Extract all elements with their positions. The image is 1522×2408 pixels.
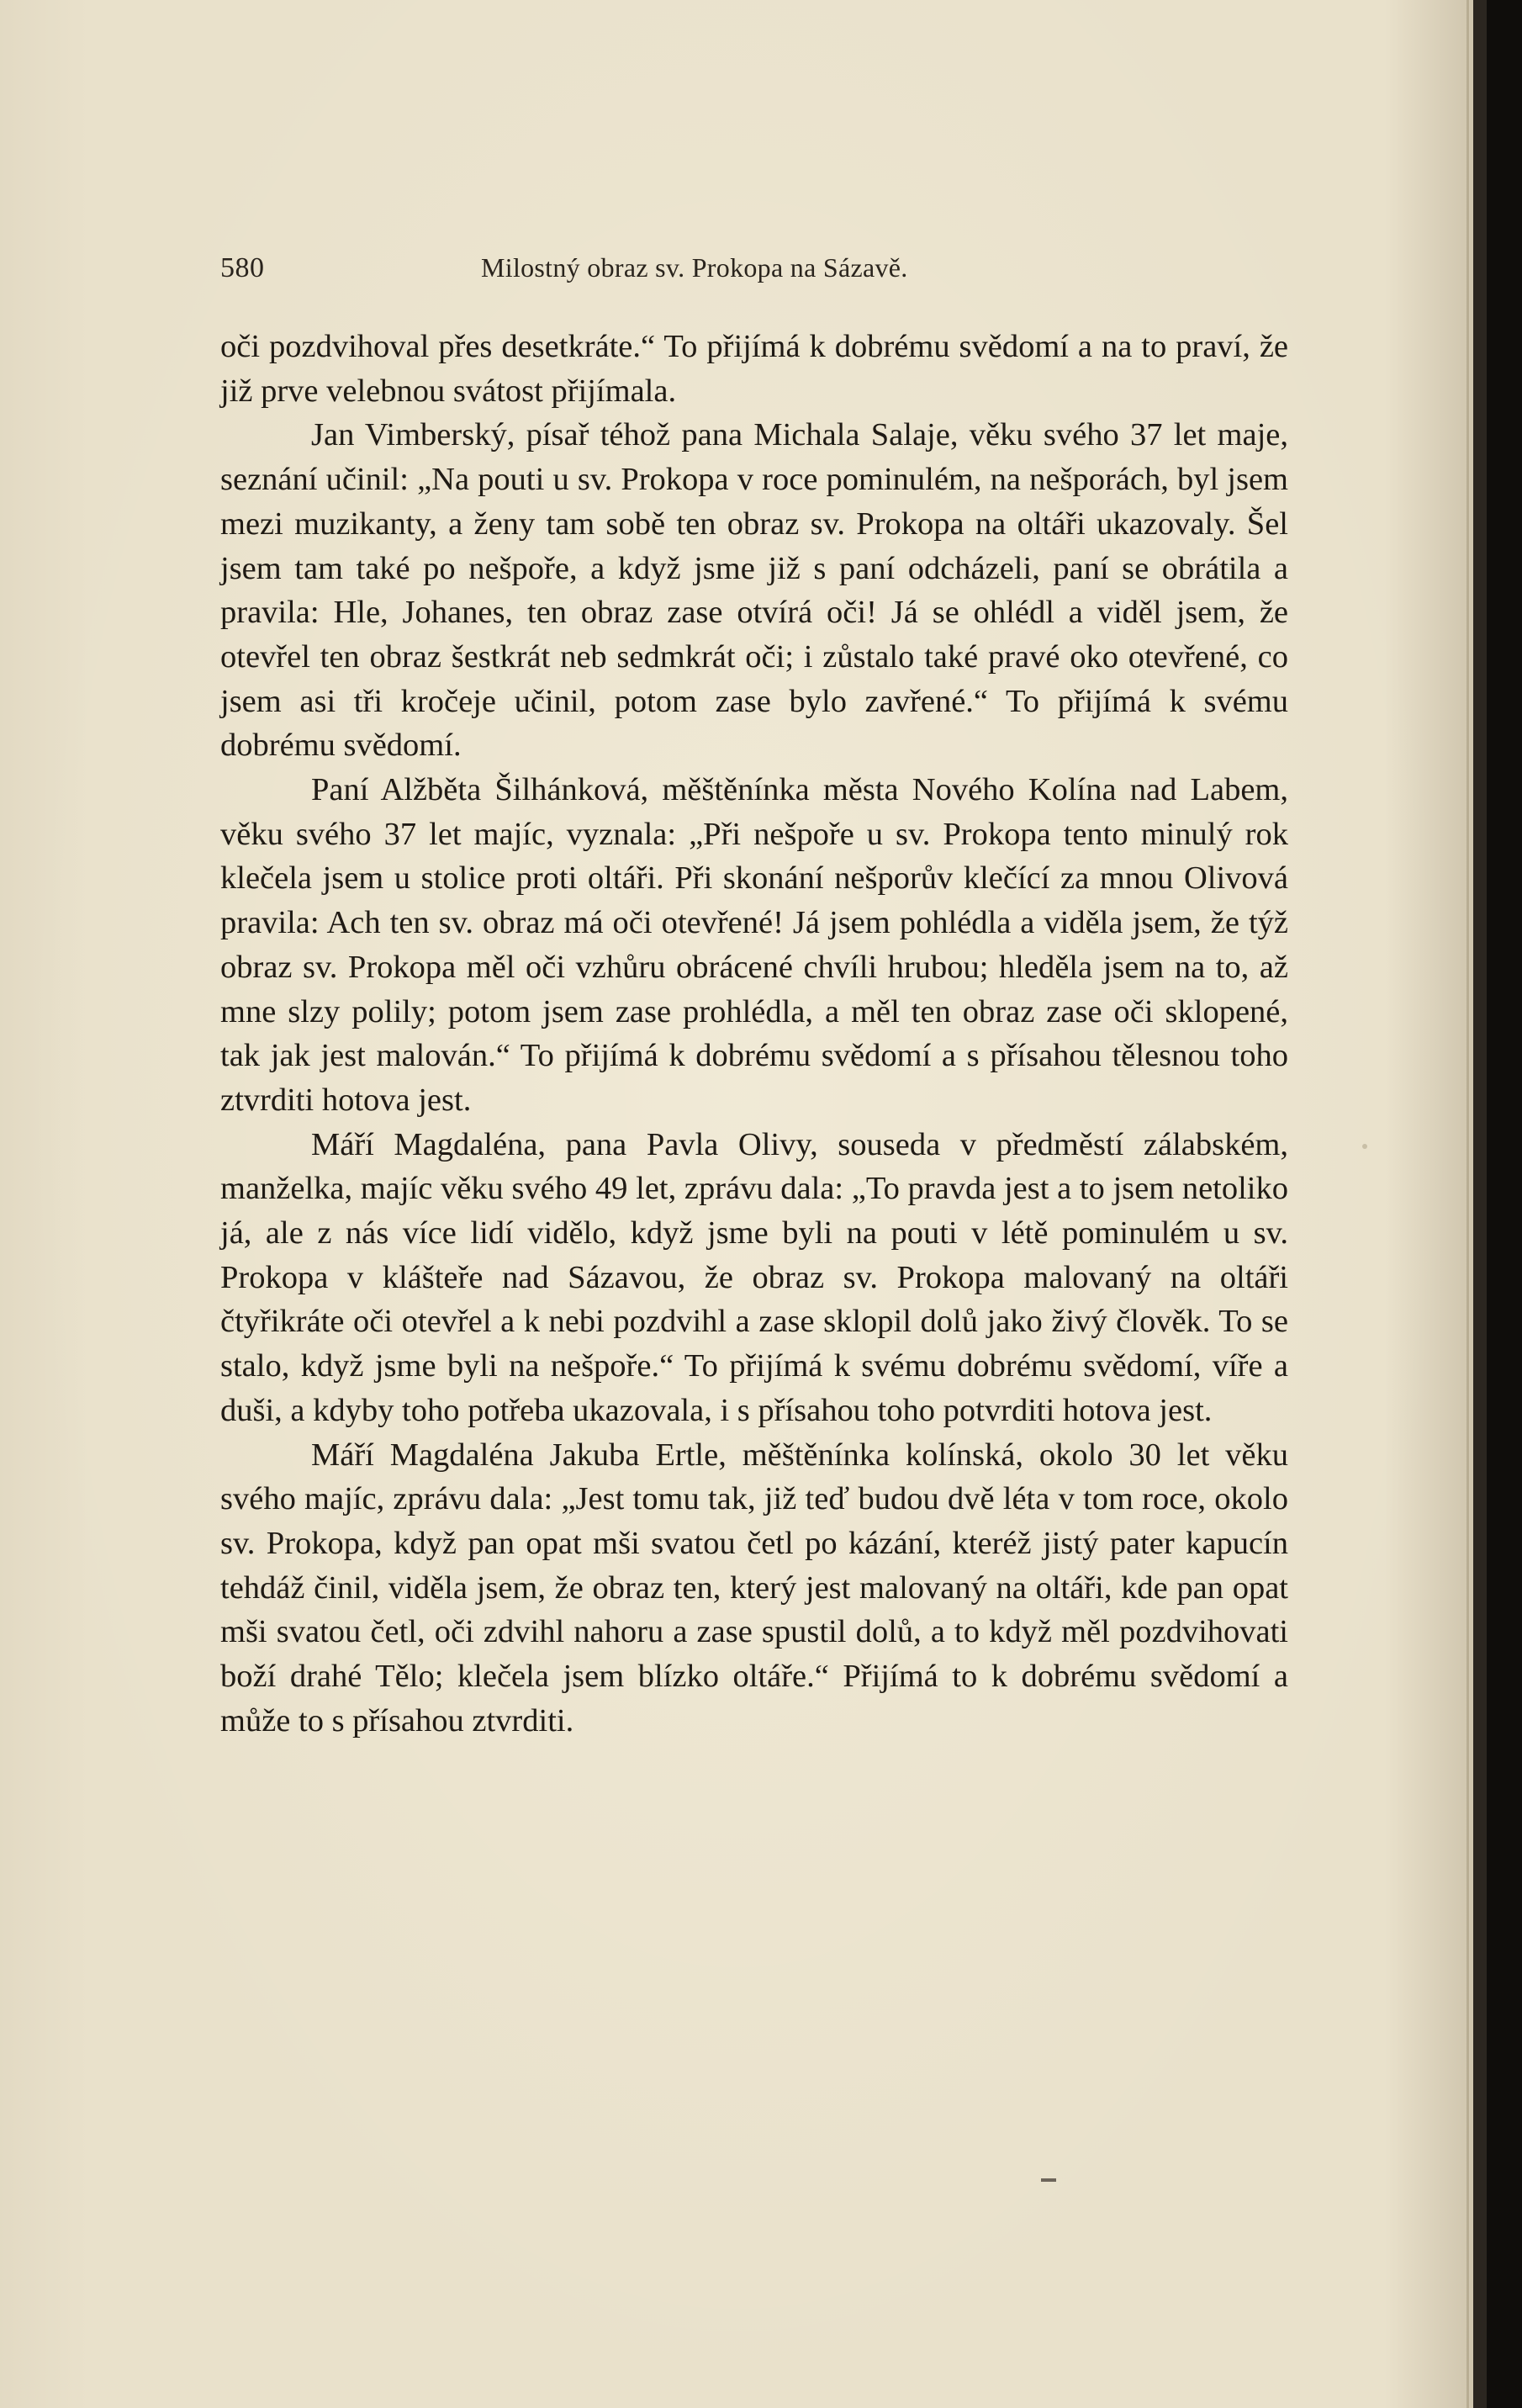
page-speck-dash bbox=[1041, 2178, 1056, 2182]
paragraph-olivova: Máří Magdaléna, pana Pavla Olivy, souseda v předměstí zálabském, manželka, majíc věku svého 49 let, zprávu dala: „To pravda jest a to jsem netoliko já, ale z nás více lidí vidělo, když jsme byli na pouti v létě pominulém u sv. Prokopa v klášteře nad Sázavou, že obraz sv. Prokopa malovaný na oltáři čtyřikráte oči otevřel a k nebi pozdvihl a zase sklopil dolů jako živý člověk. To se stalo, když jsme byli na nešpoře.“ To přijímá k svému dobrému svědomí, víře a duši, a kdyby toho potřeba ukazovala, i s přísahou toho potvrditi hotova jest. bbox=[220, 1126, 1288, 1428]
page-number: 580 bbox=[220, 252, 265, 283]
body-text bbox=[220, 325, 1288, 1744]
page-speck bbox=[1362, 1144, 1367, 1149]
paragraph-continuation: oči pozdvihoval přes desetkráte.“ To přijímá k dobrému svědomí a na to praví, že již prve velebnou svátost přijímala. bbox=[220, 329, 1288, 409]
scan-background bbox=[1487, 0, 1522, 2408]
running-title: Milostný obraz sv. Prokopa na Sázavě. bbox=[481, 252, 908, 283]
page-header bbox=[220, 252, 1330, 303]
paragraph-ertle: Máří Magdaléna Jakuba Ertle, měštěnínka kolínská, okolo 30 let věku svého majíc, zprávu dala: „Jest tomu tak, již teď budou dvě léta v tom roce, okolo sv. Prokopa, když pan opat mši svatou četl po kázání, kteréž jistý pater kapucín tehdáž činil, viděla jsem, že obraz ten, který jest malovaný na oltáři, kde pan opat mši svatou četl, oči zdvihl nahoru a zase spustil dolů, a to když měl pozdvihovati boží drahé Tělo; klečela jsem blízko oltáře.“ Přijímá to k dobrému svědomí a může to s přísahou ztvrditi. bbox=[220, 1437, 1288, 1739]
paragraph-silhankova: Paní Alžběta Šilhánková, měštěnínka města Nového Kolína nad Labem, věku svého 37 let majíc, vyznala: „Při nešpoře u sv. Prokopa tento minulý rok klečela jsem u stolice proti oltáři. Při skonání nešporův klečící za mnou Olivová pravila: Ach ten sv. obraz má oči otevřené! Já jsem pohlédla a viděla jsem, že týž obraz sv. Prokopa měl oči vzhůru obrácené chvíli hrubou; hleděla jsem na to, až mne slzy polily; potom jsem zase prohlédla, a měl ten obraz zase oči sklopené, tak jak jest malován.“ To přijímá k dobrému svědomí a s přísahou tělesnou toho ztvrditi hotova jest. bbox=[220, 772, 1288, 1118]
paragraph-vimbersky: Jan Vimberský, písař téhož pana Michala Salaje, věku svého 37 let maje, seznání učinil: „Na pouti u sv. Prokopa v roce pominulém, na nešporách, byl jsem mezi muzikanty, a ženy tam sobě ten obraz sv. Prokopa na oltáři ukazovaly. Šel jsem tam také po nešpoře, a když jsme již s paní odcházeli, paní se obrátila a pravila: Hle, Johanes, ten obraz zase otvírá oči! Já se ohlédl a viděl jsem, že otevřel ten obraz šestkrát neb sedmkrát oči; i zůstalo také pravé oko otevřené, co jsem asi tři kročeje učinil, potom zase bylo zavřené.“ To přijímá k svému dobrému svědomí. bbox=[220, 417, 1288, 764]
page-edge-line bbox=[1467, 0, 1469, 2408]
page-shadow-edge bbox=[1473, 0, 1487, 2408]
